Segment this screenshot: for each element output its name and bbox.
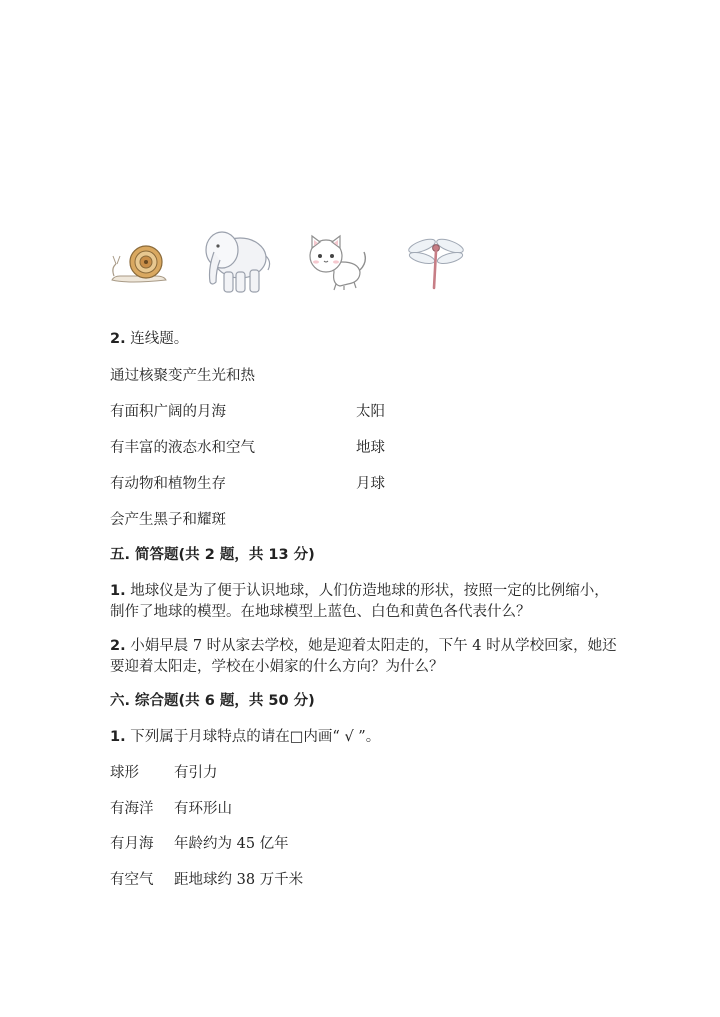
option-b: 距地球约 38 万千米	[174, 872, 304, 888]
comprehensive-q1	[110, 727, 380, 747]
question-number: 2.	[110, 331, 126, 347]
elephant-icon	[200, 226, 272, 296]
match-right-item: 太阳	[356, 404, 385, 420]
option-a: 球形	[110, 765, 139, 781]
section-heading: 五. 简答题(共 2 题，共 13 分)	[110, 547, 315, 563]
option-a: 有空气	[110, 872, 154, 888]
match-right-item: 月球	[356, 476, 385, 492]
option-a: 有月海	[110, 836, 154, 852]
option-a: 有海洋	[110, 801, 154, 817]
animal-illustrations	[104, 226, 484, 298]
match-left-item: 会产生黑子和耀斑	[110, 512, 226, 528]
question-text: 下列属于月球特点的请在□内画“ √ ”。	[130, 729, 381, 745]
dragonfly-icon	[404, 234, 470, 292]
match-left-item: 有动物和植物生存	[110, 476, 226, 492]
question-number: 2.	[110, 638, 126, 654]
short-answer-q2	[110, 636, 617, 656]
question-number: 1.	[110, 583, 126, 599]
short-answer-q1	[110, 581, 609, 601]
question-2-title	[110, 329, 188, 349]
question-text-line: 要迎着太阳走，学校在小娟家的什么方向？为什么？	[110, 659, 444, 675]
option-b: 年龄约为 45 亿年	[174, 836, 289, 852]
section-heading: 六. 综合题(共 6 题，共 50 分)	[110, 693, 315, 709]
match-left-item: 有丰富的液态水和空气	[110, 440, 255, 456]
match-right-item: 地球	[356, 440, 385, 456]
question-text-line: 小娟早晨 7 时从家去学校，她是迎着太阳走的，下午 4 时从学校回家，她还	[130, 638, 617, 654]
option-b: 有环形山	[174, 801, 232, 817]
snail-icon	[108, 240, 170, 286]
match-left-item: 通过核聚变产生光和热	[110, 368, 255, 384]
question-number: 1.	[110, 729, 126, 745]
match-left-item: 有面积广阔的月海	[110, 404, 226, 420]
question-text-line: 制作了地球的模型。在地球模型上蓝色、白色和黄色各代表什么？	[110, 604, 531, 620]
option-b: 有引力	[174, 765, 218, 781]
question-text-line: 地球仪是为了便于认识地球，人们仿造地球的形状，按照一定的比例缩小，	[130, 583, 609, 599]
cat-icon	[304, 232, 370, 292]
question-text: 连线题。	[130, 331, 189, 347]
